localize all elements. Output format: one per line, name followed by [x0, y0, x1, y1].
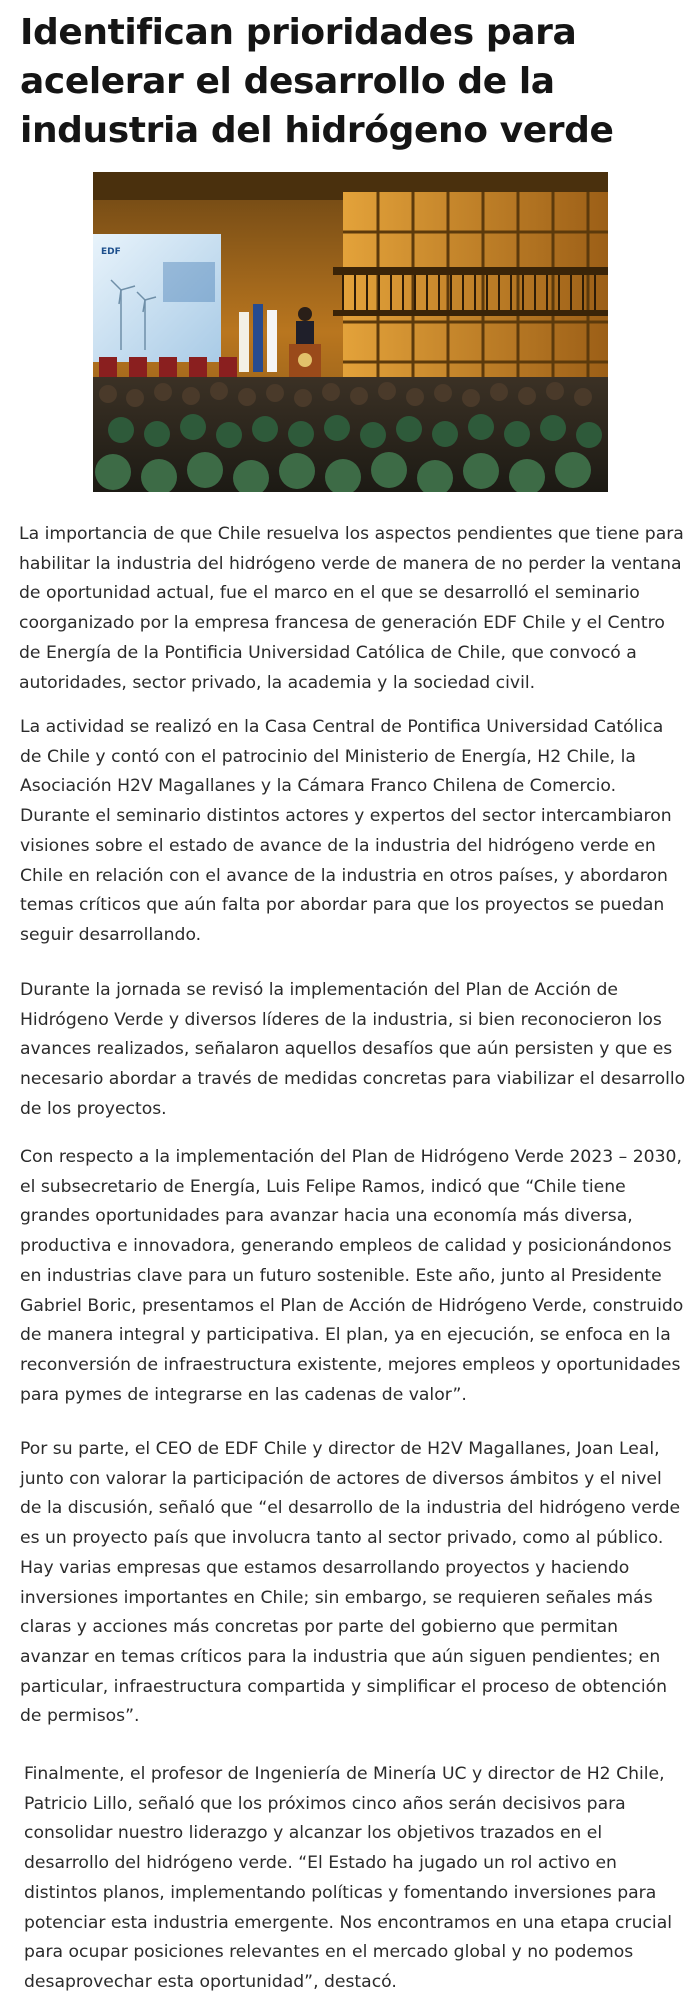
article-paragraph-6: Finalmente, el profesor de Ingeniería de Minería UC y director de H2 Chile, Patricio Lillo, señaló que los próximos cinco años serán decisivos para consolidar nuestro liderazgo y alcanzar los objetivos trazados en el desarrollo del hidrógeno verde. “El Estado ha jugado un rol activo en distintos planos, implementando políticas y fomentando inversiones para potenciar esta industria emergente. Nos encontramos en una etapa crucial para ocupar posiciones relevantes en el mercado global y no podemos desaprovechar esta oportunidad”, destacó.	[24, 1764, 672, 1992]
article	[20, 8, 685, 155]
article-paragraph-2: La actividad se realizó en la Casa Central de Pontifica Universidad Católica de Chile y contó con el patrocinio del Ministerio de Energía, H2 Chile, la Asociación H2V Magallanes y la Cámara Franco Chilena de Comercio. Durante el seminario distintos actores y expertos del sector intercambiaron visiones sobre el estado de avance de la industria del hidrógeno verde en Chile en relación con el avance de la industria en otros países, y abordaron temas críticos que aún falta por abordar para que los proyectos se puedan seguir desarrollando.	[20, 717, 672, 945]
article-paragraph-3: Durante la jornada se revisó la implementación del Plan de Acción de Hidrógeno Verde y diversos líderes de la industria, si bien reconocieron los avances realizados, señalaron aquellos desafíos que aún persisten y que es necesario abordar a través de medidas concretas para viabilizar el desarrollo de los proyectos.	[20, 980, 686, 1119]
article-title: Identifican prioridades para acelerar el desarrollo de la industria del hidrógeno verde	[20, 12, 614, 151]
article-paragraph-5: Por su parte, el CEO de EDF Chile y director de H2V Magallanes, Joan Leal, junto con valorar la participación de actores de diversos ámbitos y el nivel de la discusión, señaló que “el desarrollo de la industria del hidrógeno verde es un proyecto país que involucra tanto al sector privado, como al público. Hay varias empresas que estamos desarrollando proyectos y haciendo inversiones importantes en Chile; sin embargo, se requieren señales más claras y acciones más concretas por parte del gobierno que permitan avanzar en temas críticos para la industria que aún siguen pendientes; en particular, infraestructura compartida y simplificar el proceso de obtención de permisos”.	[20, 1439, 681, 1727]
article-paragraph-1: La importancia de que Chile resuelva los aspectos pendientes que tiene para habilitar la industria del hidrógeno verde de manera de no perder la ventana de oportunidad actual, fue el marco en el que se desarrolló el seminario coorganizado por la empresa francesa de generación EDF Chile y el Centro de Energía de la Pontificia Universidad Católica de Chile, que convocó a autoridades, sector privado, la academia y la sociedad civil.	[19, 524, 684, 693]
screen-logo: EDF	[101, 247, 121, 257]
seminar-hall-illustration	[93, 172, 608, 492]
article-paragraph-4: Con respecto a la implementación del Plan de Hidrógeno Verde 2023 – 2030, el subsecretario de Energía, Luis Felipe Ramos, indicó que “Chile tiene grandes oportunidades para avanzar hacia una economía más diversa, productiva e innovadora, generando empleos de calidad y posicionándonos en industrias clave para un futuro sostenible. Este año, junto al Presidente Gabriel Boric, presentamos el Plan de Acción de Hidrógeno Verde, construido de manera integral y participativa. El plan, ya en ejecución, se enfoca en la reconversión de infraestructura existente, mejores empleos y oportunidades para pymes de integrarse en las cadenas de valor”.	[20, 1147, 684, 1405]
article-photo	[93, 172, 608, 492]
